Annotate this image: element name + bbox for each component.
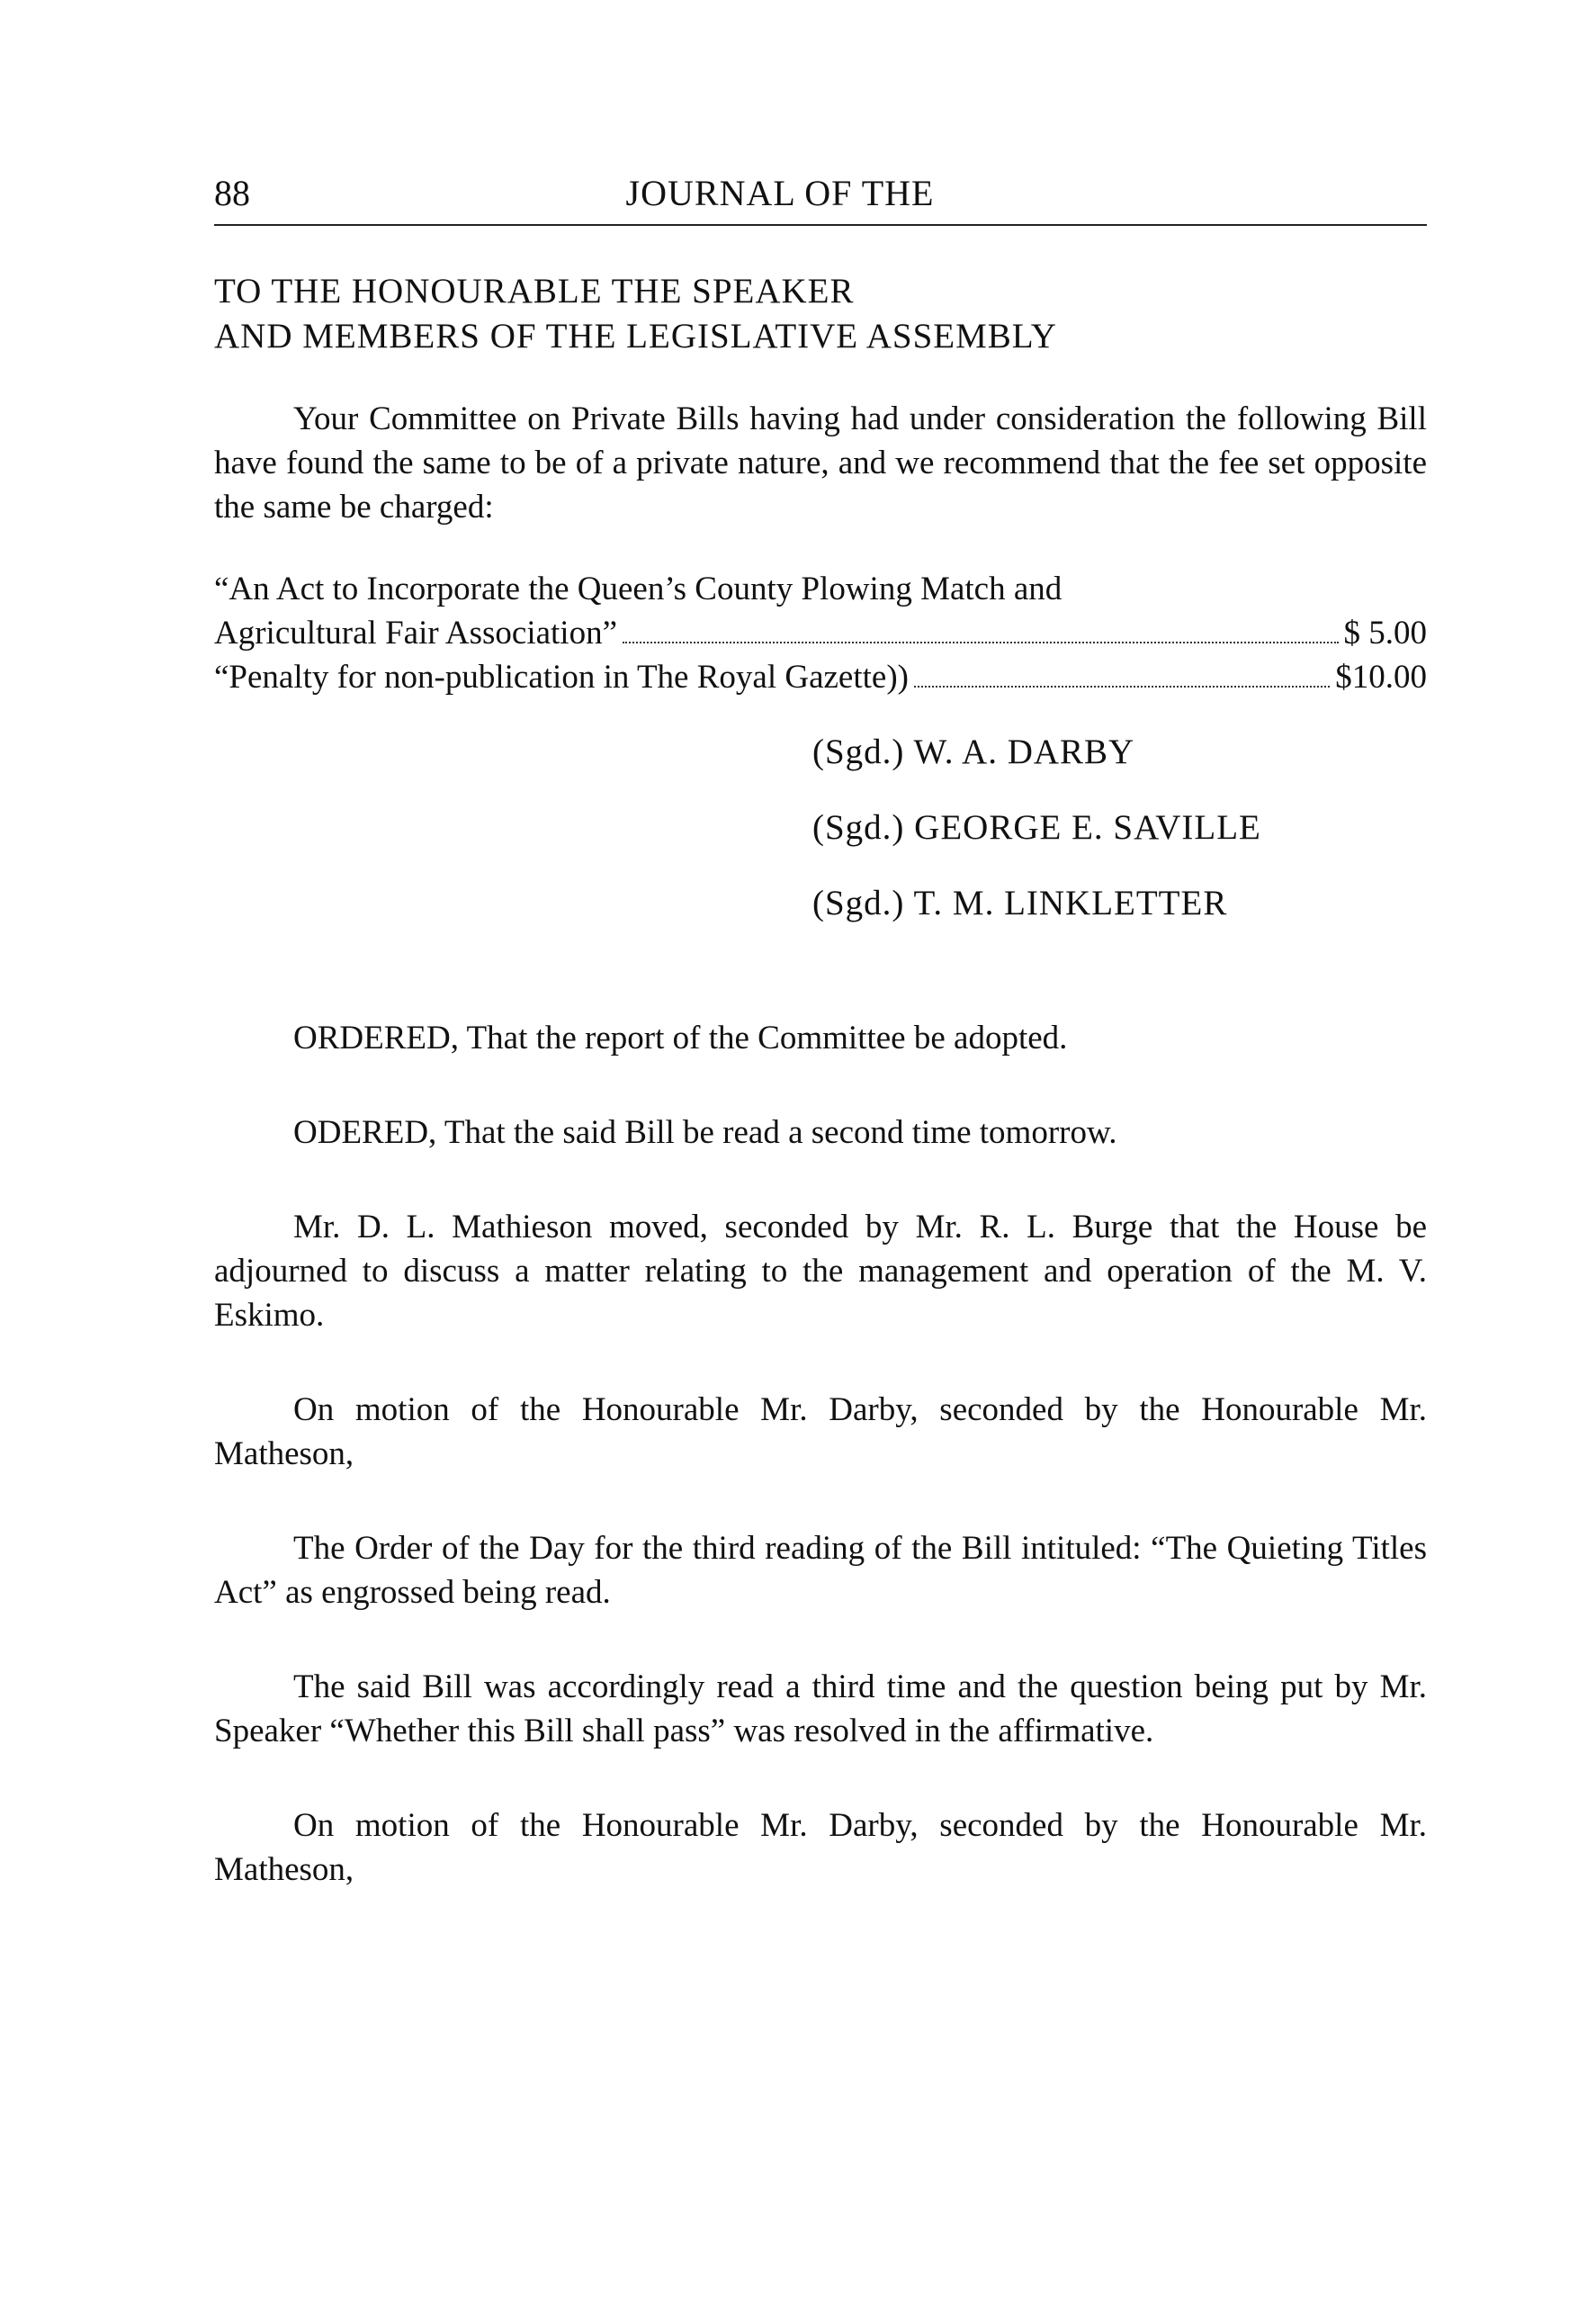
bill-title-text-2: Agricultural Fair Association” [214,615,618,652]
journal-title: JOURNAL OF THE [625,173,935,213]
penalty-fee-amount: $10.00 [1335,659,1427,696]
signature-line: (Sgd.) T. M. LINKLETTER [812,884,1228,922]
paragraph-motion-darby-1: On motion of the Honourable Mr. Darby, seconded by the Honourable Mr. Matheson, [214,1391,1427,1472]
bill-fee-line [214,611,1427,655]
running-head [214,175,1427,226]
dot-leader [623,642,1338,643]
signature-block [812,730,1427,926]
address-block [214,269,1427,359]
paragraph-order-of-day: The Order of the Day for the third reading of the Bill intituled: “The Quieting Titles Act” as engrossed being read. [214,1530,1427,1611]
address-line-2: AND MEMBERS OF THE LEGISLATIVE ASSEMBLY [214,317,1057,355]
bill-fee-amount: $ 5.00 [1343,615,1427,652]
bill-title-text-1: “An Act to Incorporate the Queen’s County Plowing Match and [214,571,1063,607]
bill-title-line-1 [214,567,1427,611]
paragraph-ordered-second-reading: ODERED, That the said Bill be read a second time tomorrow. [293,1114,1117,1151]
paragraph-ordered-adopted: ORDERED, That the report of the Committee be adopted. [293,1020,1068,1057]
bill-fee-list [214,567,1427,699]
paragraph-third-reading: The said Bill was accordingly read a third time and the question being put by Mr. Speaker “Whether this Bill shall pass” was resolved in the affirmative. [214,1668,1427,1749]
penalty-label: “Penalty for non-publication in The Royal Gazette)) [214,659,909,696]
journal-page [214,175,1427,1892]
dot-leader [914,686,1330,688]
penalty-fee-line [214,655,1427,699]
signature-line: (Sgd.) W. A. DARBY [812,733,1135,771]
page-number: 88 [214,173,250,213]
signature-line: (Sgd.) GEORGE E. SAVILLE [812,808,1261,847]
committee-intro: Your Committee on Private Bills having had under consideration the following Bill have found the same to be of a private nature, and we recommend that the fee set opposite the same be charged: [214,400,1427,526]
paragraph-adjournment-motion: Mr. D. L. Mathieson moved, seconded by Mr. R. L. Burge that the House be adjourned to discuss a matter relating to the management and operation of the M. V. Eskimo. [214,1209,1427,1334]
address-line-1: TO THE HONOURABLE THE SPEAKER [214,272,855,310]
paragraph-motion-darby-2: On motion of the Honourable Mr. Darby, seconded by the Honourable Mr. Matheson, [214,1807,1427,1888]
